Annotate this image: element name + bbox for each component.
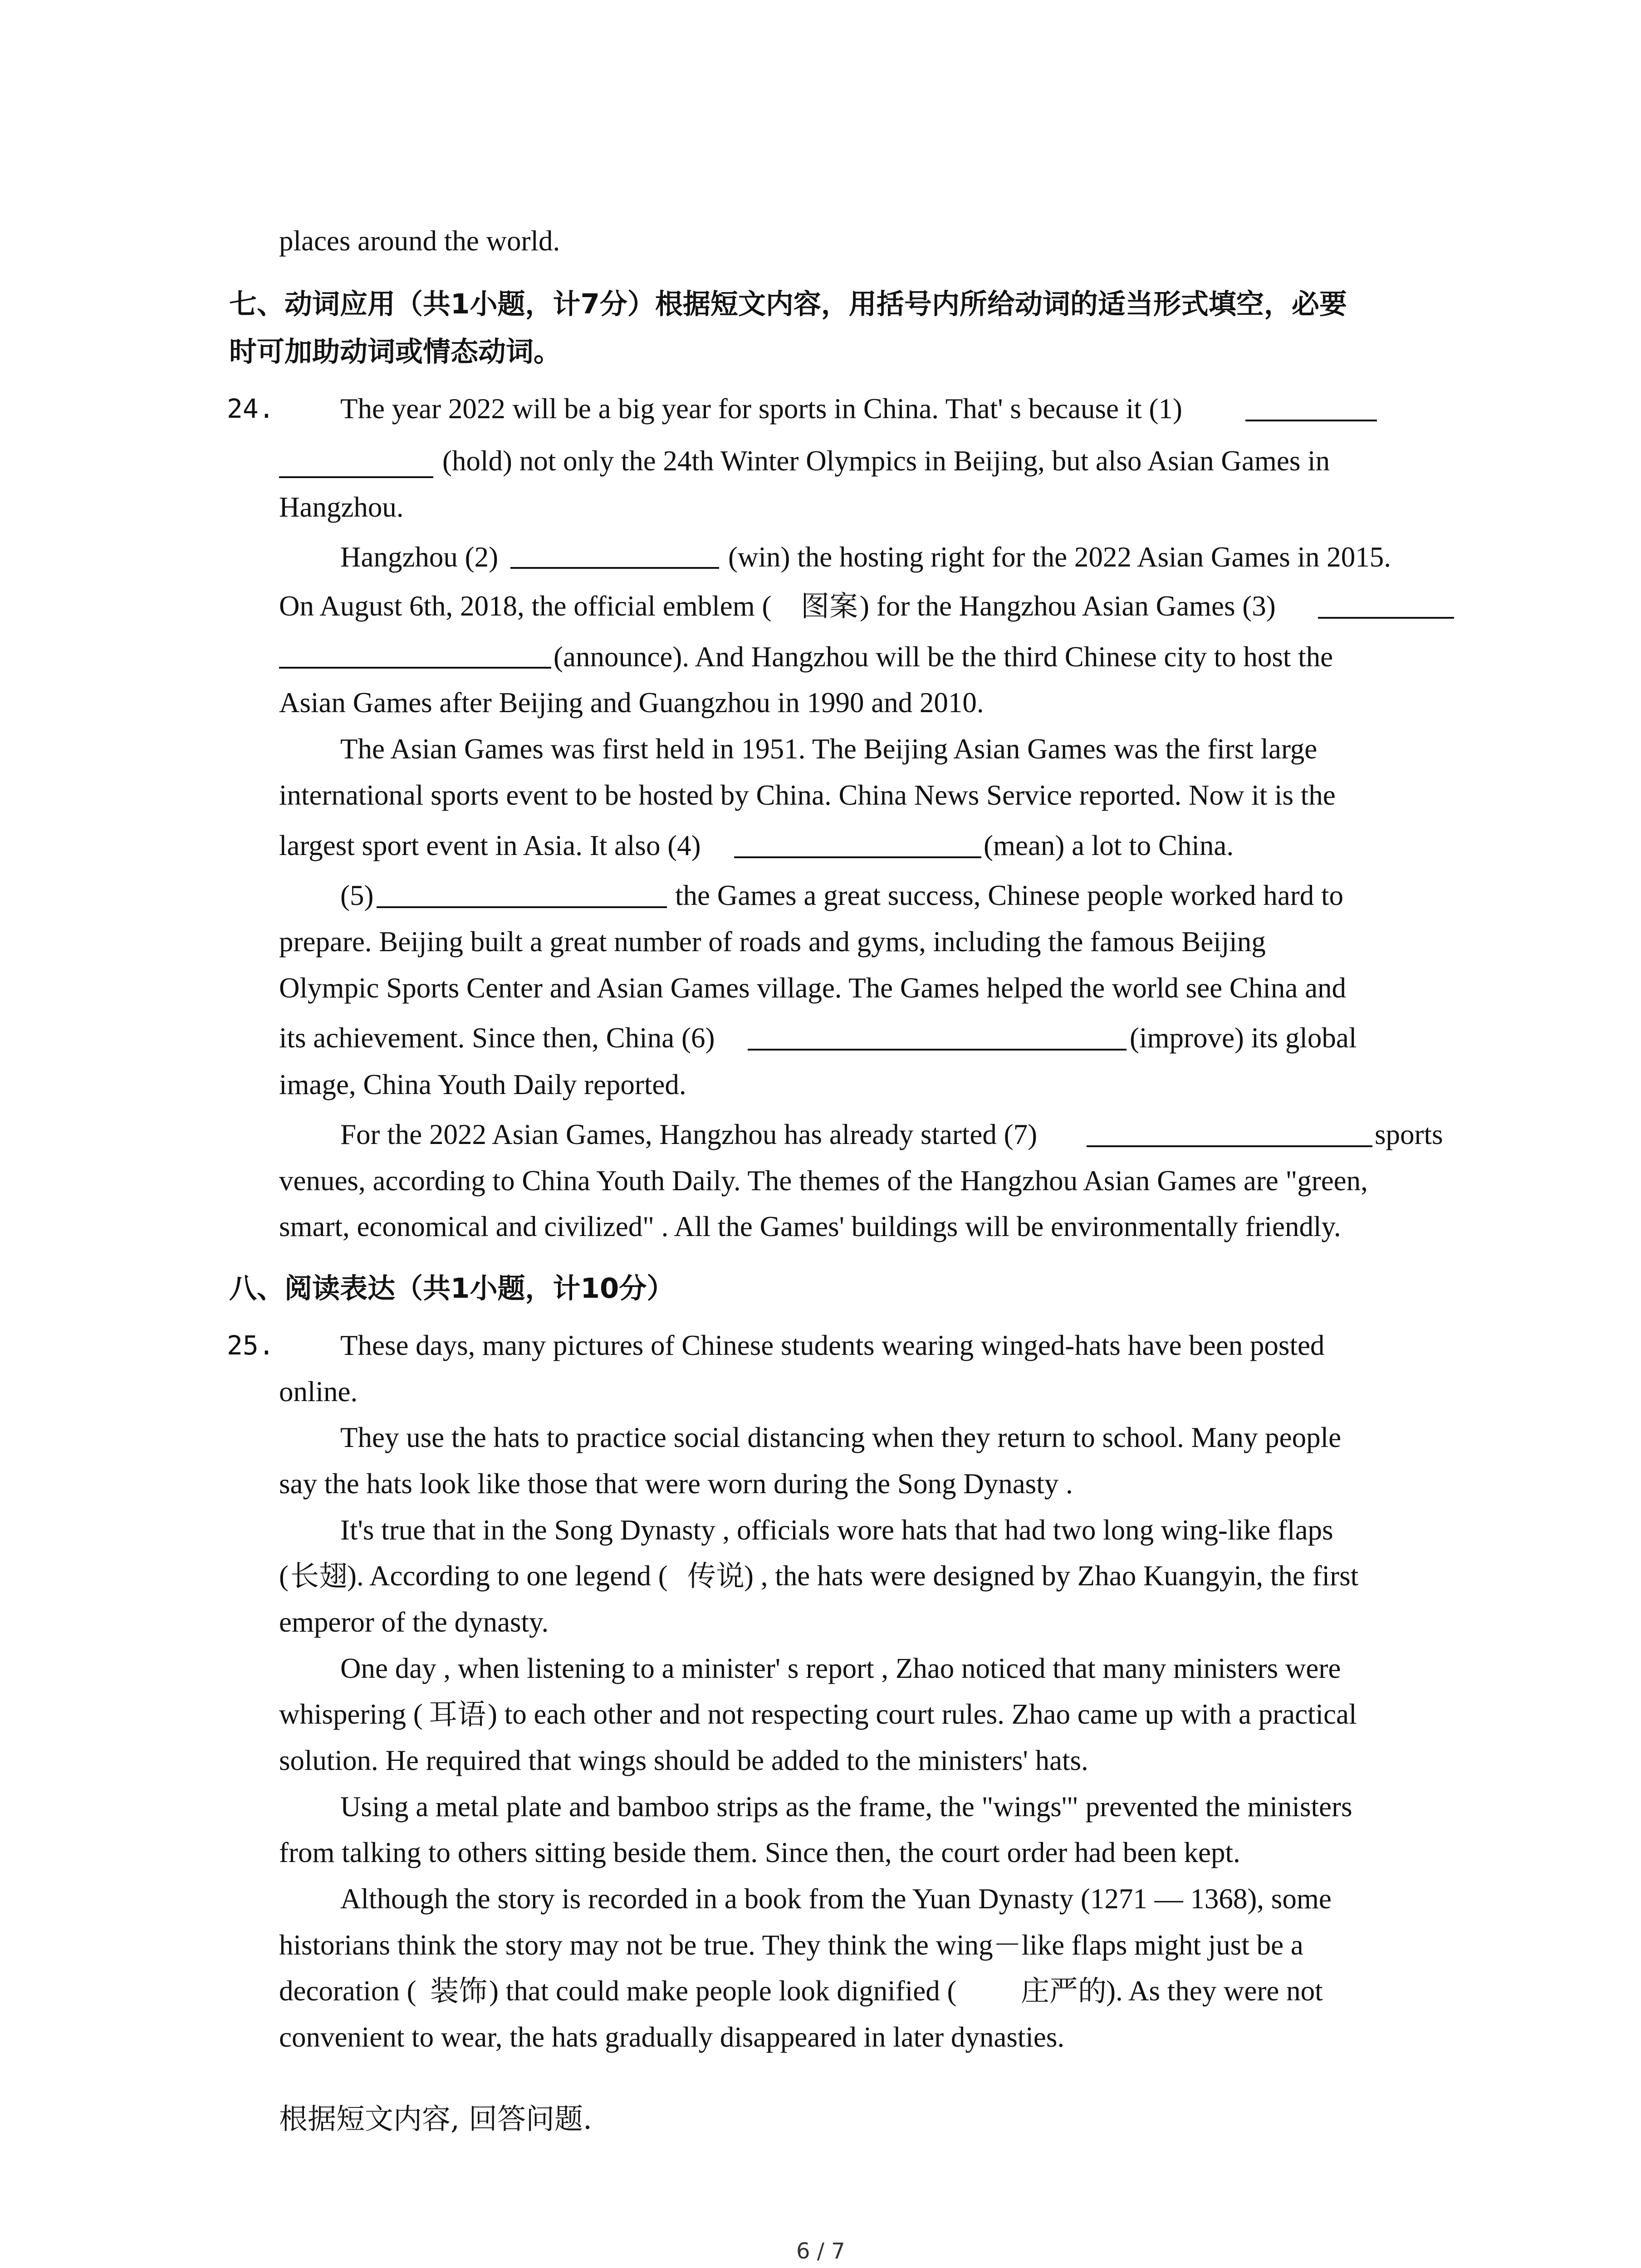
section-7-heading-cont: 时可加助动词或情态动词。 xyxy=(229,336,562,368)
q25-line-5: It's true that in the Song Dynasty , officials wore hats that had two long wing-like flaps xyxy=(340,1514,1333,1546)
q25-instruction: 根据短文内容, 回答问题. xyxy=(279,2102,593,2136)
blank-7[interactable] xyxy=(1087,1145,1372,1147)
q25-gloss-legend: 传说 xyxy=(687,1559,745,1593)
q24-line-14a: its achievement. Since then, China (6) xyxy=(279,1022,715,1054)
q25-line-12: from talking to others sitting beside them. Since then, the court order had been kept. xyxy=(279,1837,1240,1868)
q25-line-8: One day , when listening to a minister' s report , Zhao noticed that many ministers were xyxy=(340,1652,1341,1684)
question-number-24: 24. xyxy=(227,393,274,424)
q24-line-10b: (mean) a lot to China. xyxy=(984,830,1234,861)
q25-line-6a: ( xyxy=(279,1560,289,1592)
q25-gloss-whisper: 耳语 xyxy=(429,1698,486,1731)
section-8-heading: 八、阅读表达（共1小题，计10分） xyxy=(229,1272,675,1305)
question-number-25: 25. xyxy=(227,1330,274,1361)
q24-line-5b: ) for the Hangzhou Asian Games (3) xyxy=(860,590,1276,622)
q25-gloss-wings: 长翅 xyxy=(290,1559,348,1593)
q24-line-6: (announce). And Hangzhou will be the third Chinese city to host the xyxy=(554,641,1333,673)
section-7-heading: 七、动词应用（共1小题，计7分）根据短文内容，用括号内所给动词的适当形式填空，必要 xyxy=(229,288,1347,320)
q25-line-3: They use the hats to practice social distancing when they return to school. Many people xyxy=(340,1422,1342,1453)
continuation-text: places around the world. xyxy=(279,225,560,257)
q24-line-11a: (5) xyxy=(340,880,374,911)
q24-line-5a: On August 6th, 2018, the official emblem ( xyxy=(279,590,772,622)
q25-line-16: convenient to wear, the hats gradually disappeared in later dynasties. xyxy=(279,2021,1065,2053)
q25-gloss-dignified: 庄严的 xyxy=(1021,1975,1107,2008)
q24-line-12: prepare. Beijing built a great number of roads and gyms, including the famous Beijing xyxy=(279,926,1266,958)
blank-1b[interactable] xyxy=(279,476,433,478)
blank-4[interactable] xyxy=(734,856,981,858)
q25-line-1: These days, many pictures of Chinese students wearing winged-hats have been posted xyxy=(340,1330,1325,1361)
blank-5[interactable] xyxy=(377,906,667,908)
q24-line-17: venues, according to China Youth Daily. The themes of the Hangzhou Asian Games are "green, xyxy=(279,1165,1368,1197)
q24-line-15: image, China Youth Daily reported. xyxy=(279,1069,686,1100)
q25-line-6b: ). According to one legend ( xyxy=(347,1560,668,1592)
q24-line-4a: Hangzhou (2) xyxy=(340,541,499,573)
q25-gloss-decoration: 装饰 xyxy=(430,1975,487,2008)
q25-line-6c: ) , the hats were designed by Zhao Kuangyin, the first xyxy=(744,1560,1359,1592)
q25-line-7: emperor of the dynasty. xyxy=(279,1606,549,1638)
q25-line-2: online. xyxy=(279,1376,358,1408)
q24-line-10a: largest sport event in Asia. It also (4) xyxy=(279,830,701,861)
q24-line-1: The year 2022 will be a big year for sports in China. That' s because it (1) xyxy=(340,393,1182,425)
blank-2[interactable] xyxy=(510,567,719,569)
q24-line-2: (hold) not only the 24th Winter Olympics in Beijing, but also Asian Games in xyxy=(442,445,1330,477)
q24-line-7: Asian Games after Beijing and Guangzhou in 1990 and 2010. xyxy=(279,687,984,719)
q25-line-15b: ) that could make people look dignified ( xyxy=(489,1975,957,2007)
blank-6[interactable] xyxy=(748,1049,1127,1051)
page-number: 6 / 7 xyxy=(796,2239,845,2264)
q25-line-14: historians think the story may not be true. They think the wing－like flaps might just be a xyxy=(279,1929,1303,1961)
q25-line-13: Although the story is recorded in a book from the Yuan Dynasty (1271 — 1368), some xyxy=(340,1883,1332,1915)
q24-line-13: Olympic Sports Center and Asian Games village. The Games helped the world see China and xyxy=(279,972,1347,1004)
q24-line-11b: the Games a great success, Chinese people worked hard to xyxy=(675,880,1343,911)
q25-line-9a: whispering ( xyxy=(279,1698,423,1730)
q24-line-9: international sports event to be hosted by China. China News Service reported. Now it is the xyxy=(279,779,1336,811)
q25-line-15c: ). As they were not xyxy=(1106,1975,1323,2007)
q25-line-15a: decoration ( xyxy=(279,1975,416,2007)
q25-line-11: Using a metal plate and bamboo strips as the frame, the "wings'" prevented the ministers xyxy=(340,1791,1352,1823)
q24-line-3: Hangzhou. xyxy=(279,491,404,523)
q25-line-10: solution. He required that wings should be added to the ministers' hats. xyxy=(279,1745,1088,1776)
q24-line-14b: (improve) its global xyxy=(1130,1022,1357,1054)
q24-line-18: smart, economical and civilized" . All the Games' buildings will be environmentally friendly. xyxy=(279,1211,1341,1242)
q25-line-4: say the hats look like those that were worn during the Song Dynasty . xyxy=(279,1468,1073,1500)
q24-line-8: The Asian Games was first held in 1951. The Beijing Asian Games was the first large xyxy=(340,733,1318,765)
q24-line-16a: For the 2022 Asian Games, Hangzhou has already started (7) xyxy=(340,1119,1038,1150)
q24-gloss-emblem: 图案 xyxy=(801,590,858,623)
q25-line-9b: ) to each other and not respecting court rules. Zhao came up with a practical xyxy=(488,1698,1357,1730)
q24-line-4b: (win) the hosting right for the 2022 Asian Games in 2015. xyxy=(728,541,1391,573)
q24-line-16b: sports xyxy=(1375,1119,1443,1150)
blank-3a[interactable] xyxy=(1318,617,1454,619)
blank-1a[interactable] xyxy=(1245,420,1377,421)
blank-3b[interactable] xyxy=(279,667,551,669)
